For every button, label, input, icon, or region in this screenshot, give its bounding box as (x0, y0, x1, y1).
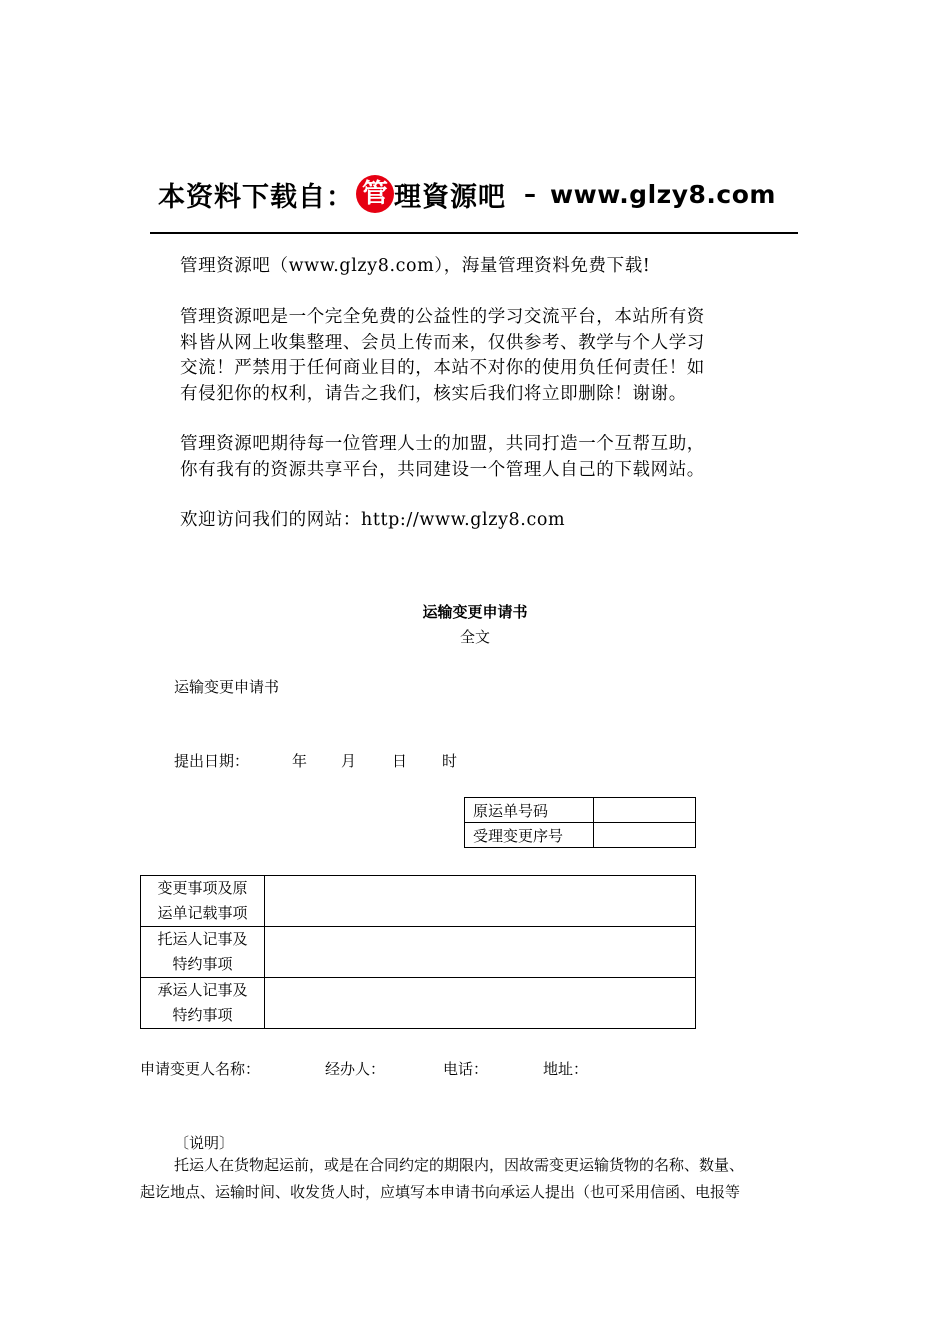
shipper-notes-label-line-2: 特约事项 (172, 955, 233, 973)
note-line-2: 起讫地点、运输时间、收发货人时，应填写本申请书向承运人提出（也可采用信函、电报等 (140, 1183, 741, 1201)
change-items-label-line-1: 变更事项及原 (157, 879, 248, 897)
intro-p2-line-3: 交流！严禁用于任何商业目的，本站不对你的使用负任何责任！如 (180, 358, 705, 378)
original-waybill-value[interactable] (594, 798, 696, 823)
change-items-label-line-2: 运单记载事项 (157, 904, 248, 922)
phone-label: 电话： (443, 1060, 489, 1078)
intro-paragraph-4: 欢迎访问我们的网站：http://www.glzy8.com (180, 510, 566, 530)
shipper-notes-value[interactable] (265, 927, 696, 978)
table-row (141, 927, 696, 978)
table-row (141, 876, 696, 927)
document-title: 运输变更申请书 (422, 603, 528, 621)
change-details-table (140, 875, 696, 1029)
site-logo-icon: 管 (356, 175, 394, 213)
intro-paragraph-1: 管理资源吧（www.glzy8.com），海量管理资料免费下载! (180, 256, 651, 276)
note-line-1: 托运人在货物起运前，或是在合同约定的期限内，因故需变更运输货物的名称、数量、 (174, 1156, 745, 1174)
carrier-notes-label (141, 978, 265, 1029)
banner-dash: – (524, 180, 536, 208)
table-row (141, 978, 696, 1029)
table-row (465, 798, 696, 823)
intro-p2-line-1: 管理资源吧是一个完全免费的公益性的学习交流平台，本站所有资 (180, 307, 705, 327)
table-row (465, 823, 696, 848)
banner-url[interactable]: www.glzy8.com (550, 179, 776, 209)
banner-lead-text: 本资料下载自： (158, 181, 354, 213)
shipper-notes-label-line-1: 托运人记事及 (157, 930, 248, 948)
intro-p3-line-2: 你有我有的资源共享平台，共同建设一个管理人自己的下载网站。 (180, 459, 705, 480)
document-heading: 运输变更申请书 (174, 678, 280, 696)
carrier-notes-label-line-1: 承运人记事及 (157, 981, 248, 999)
intro-paragraph-3 (180, 432, 780, 483)
intro-p3-line-1: 管理资源吧期待每一位管理人士的加盟，共同打造一个互帮互助， (180, 434, 705, 454)
intro-paragraph-2 (180, 305, 780, 407)
intro-p2-line-2: 料皆从网上收集整理、会员上传而来，仅供参考、教学与个人学习 (180, 332, 705, 353)
carrier-notes-label-line-2: 特约事项 (172, 1006, 233, 1024)
change-sequence-label: 受理变更序号 (465, 823, 594, 848)
document-subtitle: 全文 (459, 628, 490, 646)
handler-label: 经办人： (325, 1060, 386, 1078)
date-month: 月 (341, 752, 357, 770)
date-year: 年 (292, 752, 308, 770)
change-items-label (141, 876, 265, 927)
date-label: 提出日期： (174, 752, 250, 770)
site-banner (158, 172, 776, 216)
banner-site-name: 理資源吧 (394, 181, 506, 213)
banner-divider (150, 232, 798, 234)
address-label: 地址： (543, 1060, 589, 1078)
intro-p2-line-4: 有侵犯你的权利，请告之我们，核实后我们将立即删除！谢谢。 (180, 383, 687, 404)
change-sequence-value[interactable] (594, 823, 696, 848)
date-hour: 时 (442, 752, 458, 770)
applicant-name-label: 申请变更人名称： (140, 1060, 261, 1078)
note-heading: 〔说明〕 (174, 1134, 235, 1152)
original-waybill-label: 原运单号码 (465, 798, 594, 823)
waybill-number-table (464, 797, 696, 848)
shipper-notes-label (141, 927, 265, 978)
change-items-value[interactable] (265, 876, 696, 927)
carrier-notes-value[interactable] (265, 978, 696, 1029)
date-day: 日 (392, 752, 408, 770)
